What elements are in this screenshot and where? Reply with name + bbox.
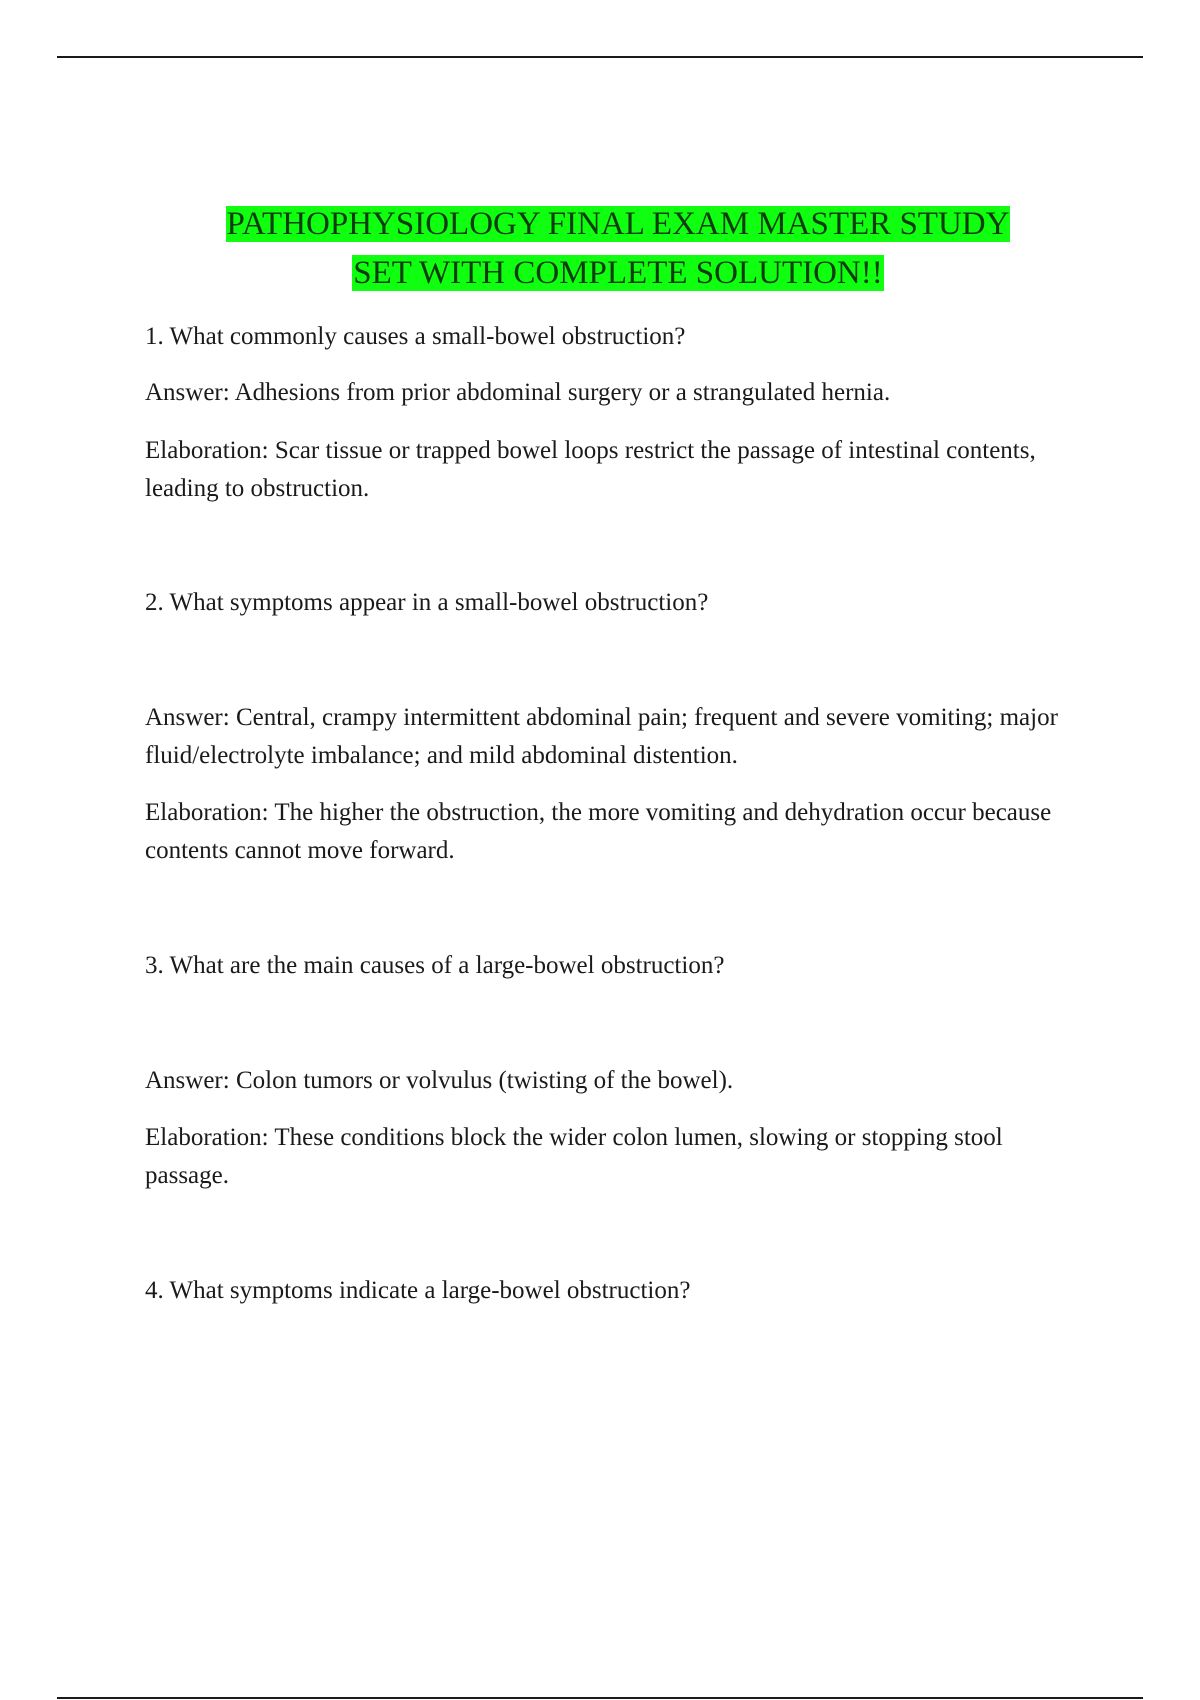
title-line-2: SET WITH COMPLETE SOLUTION!! — [353, 255, 883, 291]
question-1: 1. What commonly causes a small-bowel obstruction? — [145, 323, 686, 350]
elaboration-2: Elaboration: The higher the obstruction, the more vomiting and dehydration occur because contents cannot move forward. — [145, 799, 1052, 864]
question-4: 4. What symptoms indicate a large-bowel obstruction? — [145, 1277, 691, 1304]
document-title — [140, 200, 1096, 298]
answer-3: Answer: Colon tumors or volvulus (twisting of the bowel). — [145, 1067, 734, 1094]
elaboration-1: Elaboration: Scar tissue or trapped bowel loops restrict the passage of intestinal contents, leading to obstruction. — [145, 437, 1036, 502]
title-line-1: PATHOPHYSIOLOGY FINAL EXAM MASTER STUDY — [226, 206, 1010, 242]
answer-1: Answer: Adhesions from prior abdominal surgery or a strangulated hernia. — [145, 379, 891, 406]
footer-rule — [57, 1697, 1143, 1699]
question-3: 3. What are the main causes of a large-bowel obstruction? — [145, 952, 725, 979]
answer-2: Answer: Central, crampy intermittent abdominal pain; frequent and severe vomiting; major fluid/electrolyte imbalance; and mild abdominal distention. — [145, 704, 1058, 769]
header-rule — [57, 56, 1143, 58]
question-2: 2. What symptoms appear in a small-bowel obstruction? — [145, 589, 709, 616]
elaboration-3: Elaboration: These conditions block the wider colon lumen, slowing or stopping stool passage. — [145, 1124, 1003, 1189]
